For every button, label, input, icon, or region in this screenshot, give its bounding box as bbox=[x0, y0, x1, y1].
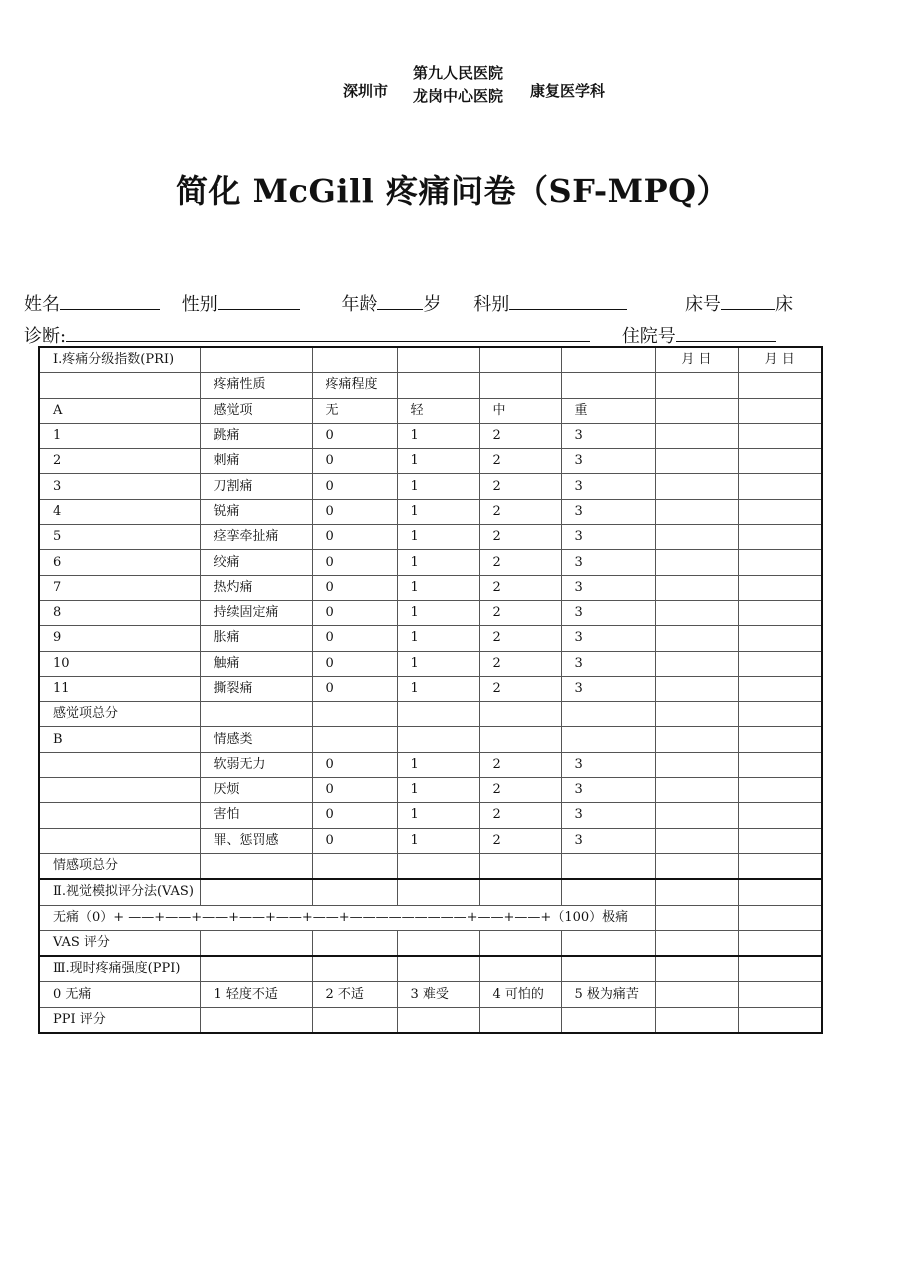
date-entry-cell[interactable] bbox=[738, 651, 822, 676]
score-1: 1 bbox=[397, 752, 479, 777]
affective-header: 情感类 bbox=[200, 727, 312, 752]
sensory-item-name: 跳痛 bbox=[200, 423, 312, 448]
score-0: 0 bbox=[312, 676, 397, 701]
score-0: 0 bbox=[312, 752, 397, 777]
table-row bbox=[39, 676, 822, 701]
score-3: 3 bbox=[561, 600, 655, 625]
ppi-title: Ⅲ.现时疼痛强度(PPI) bbox=[39, 956, 200, 982]
inpatient-label: 住院号 bbox=[621, 326, 676, 347]
table-row bbox=[39, 651, 822, 676]
empty-cell bbox=[479, 853, 561, 879]
date-entry-cell[interactable] bbox=[738, 398, 822, 423]
date-entry-cell[interactable] bbox=[655, 398, 738, 423]
nature-header: 疼痛性质 bbox=[200, 373, 312, 398]
empty-cell bbox=[200, 956, 312, 982]
score-0: 0 bbox=[312, 575, 397, 600]
empty-cell bbox=[561, 702, 655, 727]
level-severe: 重 bbox=[561, 398, 655, 423]
affective-item-name: 软弱无力 bbox=[200, 752, 312, 777]
date-entry-cell[interactable] bbox=[655, 853, 738, 879]
score-1: 1 bbox=[397, 575, 479, 600]
empty-cell bbox=[312, 1007, 397, 1033]
date-entry-cell[interactable] bbox=[738, 727, 822, 752]
table-row bbox=[39, 449, 822, 474]
empty-cell bbox=[39, 828, 200, 853]
score-1: 1 bbox=[397, 600, 479, 625]
score-3: 3 bbox=[561, 778, 655, 803]
sensory-item-name: 胀痛 bbox=[200, 626, 312, 651]
level-mild: 轻 bbox=[397, 398, 479, 423]
table-row bbox=[39, 727, 822, 752]
date-entry-cell[interactable] bbox=[738, 525, 822, 550]
empty-cell bbox=[479, 956, 561, 982]
table-row bbox=[39, 930, 822, 956]
date-entry-cell[interactable] bbox=[738, 373, 822, 398]
empty-cell bbox=[397, 930, 479, 956]
date-entry-cell[interactable] bbox=[738, 752, 822, 777]
empty-cell bbox=[397, 853, 479, 879]
empty-cell bbox=[561, 373, 655, 398]
score-0: 0 bbox=[312, 651, 397, 676]
score-1: 1 bbox=[397, 449, 479, 474]
score-2: 2 bbox=[479, 828, 561, 853]
item-number: 2 bbox=[39, 449, 200, 474]
date-entry-cell[interactable] bbox=[655, 752, 738, 777]
ppi-option-2: 2 不适 bbox=[312, 982, 397, 1007]
age-unit: 岁 bbox=[423, 294, 442, 315]
date-entry-cell[interactable] bbox=[738, 778, 822, 803]
score-0: 0 bbox=[312, 626, 397, 651]
score-0: 0 bbox=[312, 449, 397, 474]
page-title: 简化 McGill 疼痛问卷（SF-MPQ） bbox=[175, 172, 730, 210]
affective-total-label: 情感项总分 bbox=[39, 853, 200, 879]
sensory-item-name: 锐痛 bbox=[200, 499, 312, 524]
empty-cell bbox=[39, 373, 200, 398]
score-2: 2 bbox=[479, 474, 561, 499]
empty-cell bbox=[561, 347, 655, 373]
hospital-name-1: 第九人民医院 bbox=[413, 64, 504, 82]
table-row bbox=[39, 499, 822, 524]
table-row bbox=[39, 550, 822, 575]
empty-cell bbox=[312, 956, 397, 982]
score-0: 0 bbox=[312, 828, 397, 853]
date-entry-cell[interactable] bbox=[655, 651, 738, 676]
score-2: 2 bbox=[479, 600, 561, 625]
score-1: 1 bbox=[397, 803, 479, 828]
ppi-option-0: 0 无痛 bbox=[39, 982, 200, 1007]
sensory-item-name: 触痛 bbox=[200, 651, 312, 676]
empty-cell bbox=[312, 930, 397, 956]
empty-cell bbox=[39, 778, 200, 803]
score-0: 0 bbox=[312, 778, 397, 803]
sf-mpq-table bbox=[38, 346, 823, 1034]
patient-info-row-1 bbox=[24, 290, 793, 316]
sensory-item-name: 刀割痛 bbox=[200, 474, 312, 499]
date-entry-cell[interactable] bbox=[738, 600, 822, 625]
empty-cell bbox=[479, 727, 561, 752]
date-entry-cell[interactable] bbox=[655, 1007, 738, 1033]
empty-cell bbox=[397, 702, 479, 727]
date-entry-cell[interactable] bbox=[738, 905, 822, 930]
empty-cell bbox=[397, 373, 479, 398]
sensory-item-name: 热灼痛 bbox=[200, 575, 312, 600]
empty-cell bbox=[312, 347, 397, 373]
hospital-header bbox=[0, 60, 905, 110]
score-1: 1 bbox=[397, 525, 479, 550]
empty-cell bbox=[397, 879, 479, 905]
dept-field[interactable] bbox=[509, 295, 627, 310]
empty-cell bbox=[397, 956, 479, 982]
date-entry-cell[interactable] bbox=[655, 727, 738, 752]
score-2: 2 bbox=[479, 778, 561, 803]
item-number: 8 bbox=[39, 600, 200, 625]
department-label: 康复医学科 bbox=[530, 82, 606, 100]
empty-cell bbox=[200, 853, 312, 879]
date-entry-cell[interactable] bbox=[655, 956, 738, 982]
affective-item-name: 厌烦 bbox=[200, 778, 312, 803]
date-entry-cell[interactable] bbox=[738, 626, 822, 651]
date-entry-cell[interactable] bbox=[738, 499, 822, 524]
dept-label: 科别 bbox=[473, 294, 510, 315]
date-entry-cell[interactable] bbox=[655, 905, 738, 930]
vas-scale: 无痛（0）+ ——+——+——+——+——+——+—————————+——+——+（100）极痛 bbox=[39, 905, 655, 930]
date-entry-cell[interactable] bbox=[738, 956, 822, 982]
score-0: 0 bbox=[312, 550, 397, 575]
score-3: 3 bbox=[561, 474, 655, 499]
score-3: 3 bbox=[561, 550, 655, 575]
item-number: 7 bbox=[39, 575, 200, 600]
table-row bbox=[39, 982, 822, 1007]
table-row bbox=[39, 702, 822, 727]
date-entry-cell[interactable] bbox=[655, 449, 738, 474]
empty-cell bbox=[39, 803, 200, 828]
patient-info-row-2 bbox=[24, 322, 776, 348]
date-entry-cell[interactable] bbox=[655, 879, 738, 905]
empty-cell bbox=[200, 930, 312, 956]
score-2: 2 bbox=[479, 651, 561, 676]
table-row bbox=[39, 373, 822, 398]
bed-label: 床号 bbox=[684, 294, 721, 315]
score-0: 0 bbox=[312, 803, 397, 828]
item-number: 10 bbox=[39, 651, 200, 676]
level-moderate: 中 bbox=[479, 398, 561, 423]
score-2: 2 bbox=[479, 676, 561, 701]
empty-cell bbox=[397, 727, 479, 752]
score-0: 0 bbox=[312, 525, 397, 550]
ppi-option-3: 3 难受 bbox=[397, 982, 479, 1007]
sensory-header: 感觉项 bbox=[200, 398, 312, 423]
score-1: 1 bbox=[397, 499, 479, 524]
score-3: 3 bbox=[561, 423, 655, 448]
date-entry-cell[interactable] bbox=[655, 626, 738, 651]
affective-item-name: 害怕 bbox=[200, 803, 312, 828]
empty-cell bbox=[200, 702, 312, 727]
score-3: 3 bbox=[561, 752, 655, 777]
item-number: 4 bbox=[39, 499, 200, 524]
table-row bbox=[39, 905, 822, 930]
table-row bbox=[39, 828, 822, 853]
table-row bbox=[39, 626, 822, 651]
empty-cell bbox=[479, 373, 561, 398]
date-entry-cell[interactable] bbox=[738, 828, 822, 853]
date-entry-cell[interactable] bbox=[738, 575, 822, 600]
empty-cell bbox=[479, 347, 561, 373]
name-field[interactable] bbox=[60, 295, 160, 310]
sensory-item-name: 持续固定痛 bbox=[200, 600, 312, 625]
score-0: 0 bbox=[312, 474, 397, 499]
name-label: 姓名 bbox=[24, 294, 60, 315]
date-entry-cell[interactable] bbox=[655, 499, 738, 524]
score-2: 2 bbox=[479, 550, 561, 575]
item-number: 3 bbox=[39, 474, 200, 499]
date-entry-cell[interactable] bbox=[738, 982, 822, 1007]
date-entry-cell[interactable] bbox=[655, 575, 738, 600]
date-entry-cell[interactable] bbox=[655, 373, 738, 398]
item-number: 5 bbox=[39, 525, 200, 550]
score-0: 0 bbox=[312, 423, 397, 448]
pri-title: Ⅰ.疼痛分级指数(PRI) bbox=[39, 347, 200, 373]
empty-cell bbox=[561, 853, 655, 879]
ppi-option-5: 5 极为痛苦 bbox=[561, 982, 655, 1007]
empty-cell bbox=[479, 702, 561, 727]
date-entry-cell[interactable] bbox=[738, 803, 822, 828]
score-3: 3 bbox=[561, 651, 655, 676]
hospital-name-2: 龙岗中心医院 bbox=[413, 87, 504, 105]
city-label: 深圳市 bbox=[343, 82, 389, 100]
section-b-label: B bbox=[39, 727, 200, 752]
ppi-option-4: 4 可怕的 bbox=[479, 982, 561, 1007]
bed-field[interactable] bbox=[721, 295, 775, 310]
table-row bbox=[39, 575, 822, 600]
inpatient-field[interactable] bbox=[676, 327, 776, 342]
date-entry-cell[interactable] bbox=[655, 930, 738, 956]
score-2: 2 bbox=[479, 803, 561, 828]
score-1: 1 bbox=[397, 626, 479, 651]
vas-title: Ⅱ.视觉模拟评分法(VAS) bbox=[39, 879, 200, 905]
item-number: 11 bbox=[39, 676, 200, 701]
table-row bbox=[39, 879, 822, 905]
table-row bbox=[39, 778, 822, 803]
score-1: 1 bbox=[397, 778, 479, 803]
score-3: 3 bbox=[561, 449, 655, 474]
score-1: 1 bbox=[397, 676, 479, 701]
score-2: 2 bbox=[479, 499, 561, 524]
table-row bbox=[39, 956, 822, 982]
date-entry-cell[interactable] bbox=[655, 828, 738, 853]
score-3: 3 bbox=[561, 676, 655, 701]
score-3: 3 bbox=[561, 803, 655, 828]
empty-cell bbox=[561, 727, 655, 752]
table-row bbox=[39, 752, 822, 777]
table-row bbox=[39, 1007, 822, 1033]
diagnosis-label: 诊断: bbox=[24, 326, 67, 347]
vas-score-label: VAS 评分 bbox=[39, 930, 200, 956]
score-2: 2 bbox=[479, 423, 561, 448]
empty-cell bbox=[479, 879, 561, 905]
table-row bbox=[39, 423, 822, 448]
date-entry-cell[interactable] bbox=[655, 778, 738, 803]
score-2: 2 bbox=[479, 626, 561, 651]
sex-field[interactable] bbox=[218, 295, 300, 310]
score-0: 0 bbox=[312, 499, 397, 524]
level-none: 无 bbox=[312, 398, 397, 423]
age-field[interactable] bbox=[377, 295, 423, 310]
empty-cell bbox=[397, 1007, 479, 1033]
table-row bbox=[39, 853, 822, 879]
empty-cell bbox=[312, 853, 397, 879]
sensory-total-label: 感觉项总分 bbox=[39, 702, 200, 727]
date-entry-cell[interactable] bbox=[738, 676, 822, 701]
empty-cell bbox=[312, 879, 397, 905]
sensory-item-name: 刺痛 bbox=[200, 449, 312, 474]
date-entry-cell[interactable] bbox=[655, 676, 738, 701]
score-2: 2 bbox=[479, 525, 561, 550]
age-label: 年龄 bbox=[341, 294, 378, 315]
sensory-item-name: 绞痛 bbox=[200, 550, 312, 575]
date-entry-cell[interactable] bbox=[655, 550, 738, 575]
date-entry-cell[interactable] bbox=[738, 879, 822, 905]
ppi-option-1: 1 轻度不适 bbox=[200, 982, 312, 1007]
item-number: 9 bbox=[39, 626, 200, 651]
score-1: 1 bbox=[397, 828, 479, 853]
score-3: 3 bbox=[561, 828, 655, 853]
sex-label: 性别 bbox=[181, 294, 218, 315]
bed-unit: 床 bbox=[774, 294, 793, 315]
date-entry-cell[interactable] bbox=[738, 550, 822, 575]
score-2: 2 bbox=[479, 575, 561, 600]
empty-cell bbox=[479, 930, 561, 956]
empty-cell bbox=[561, 956, 655, 982]
date-entry-cell[interactable] bbox=[655, 474, 738, 499]
empty-cell bbox=[200, 1007, 312, 1033]
table-row bbox=[39, 347, 822, 373]
table-row bbox=[39, 398, 822, 423]
empty-cell bbox=[312, 727, 397, 752]
empty-cell bbox=[397, 347, 479, 373]
date-entry-cell[interactable] bbox=[738, 702, 822, 727]
empty-cell bbox=[39, 752, 200, 777]
date-entry-cell[interactable] bbox=[655, 423, 738, 448]
score-2: 2 bbox=[479, 752, 561, 777]
section-a-label: A bbox=[39, 398, 200, 423]
diagnosis-field[interactable] bbox=[66, 327, 590, 342]
empty-cell bbox=[312, 702, 397, 727]
item-number: 6 bbox=[39, 550, 200, 575]
date-entry-cell[interactable] bbox=[738, 930, 822, 956]
date-header-1: 月 日 bbox=[655, 347, 738, 373]
affective-item-name: 罪、惩罚感 bbox=[200, 828, 312, 853]
empty-cell bbox=[561, 879, 655, 905]
date-entry-cell[interactable] bbox=[738, 449, 822, 474]
date-header-2: 月 日 bbox=[738, 347, 822, 373]
date-entry-cell[interactable] bbox=[738, 1007, 822, 1033]
date-entry-cell[interactable] bbox=[738, 423, 822, 448]
score-3: 3 bbox=[561, 499, 655, 524]
hospital-names bbox=[413, 62, 503, 108]
table-row bbox=[39, 474, 822, 499]
date-entry-cell[interactable] bbox=[738, 474, 822, 499]
ppi-score-label: PPI 评分 bbox=[39, 1007, 200, 1033]
score-1: 1 bbox=[397, 550, 479, 575]
score-1: 1 bbox=[397, 474, 479, 499]
score-3: 3 bbox=[561, 575, 655, 600]
date-entry-cell[interactable] bbox=[655, 600, 738, 625]
score-3: 3 bbox=[561, 626, 655, 651]
item-number: 1 bbox=[39, 423, 200, 448]
date-entry-cell[interactable] bbox=[738, 853, 822, 879]
sensory-item-name: 撕裂痛 bbox=[200, 676, 312, 701]
sensory-item-name: 痉挛牵扯痛 bbox=[200, 525, 312, 550]
score-3: 3 bbox=[561, 525, 655, 550]
date-entry-cell[interactable] bbox=[655, 803, 738, 828]
degree-header: 疼痛程度 bbox=[312, 373, 397, 398]
empty-cell bbox=[200, 347, 312, 373]
score-1: 1 bbox=[397, 651, 479, 676]
empty-cell bbox=[479, 1007, 561, 1033]
score-1: 1 bbox=[397, 423, 479, 448]
empty-cell bbox=[200, 879, 312, 905]
score-2: 2 bbox=[479, 449, 561, 474]
table-row bbox=[39, 600, 822, 625]
table-row bbox=[39, 803, 822, 828]
empty-cell bbox=[561, 1007, 655, 1033]
date-entry-cell[interactable] bbox=[655, 525, 738, 550]
empty-cell bbox=[561, 930, 655, 956]
date-entry-cell[interactable] bbox=[655, 702, 738, 727]
score-0: 0 bbox=[312, 600, 397, 625]
table-row bbox=[39, 525, 822, 550]
date-entry-cell[interactable] bbox=[655, 982, 738, 1007]
